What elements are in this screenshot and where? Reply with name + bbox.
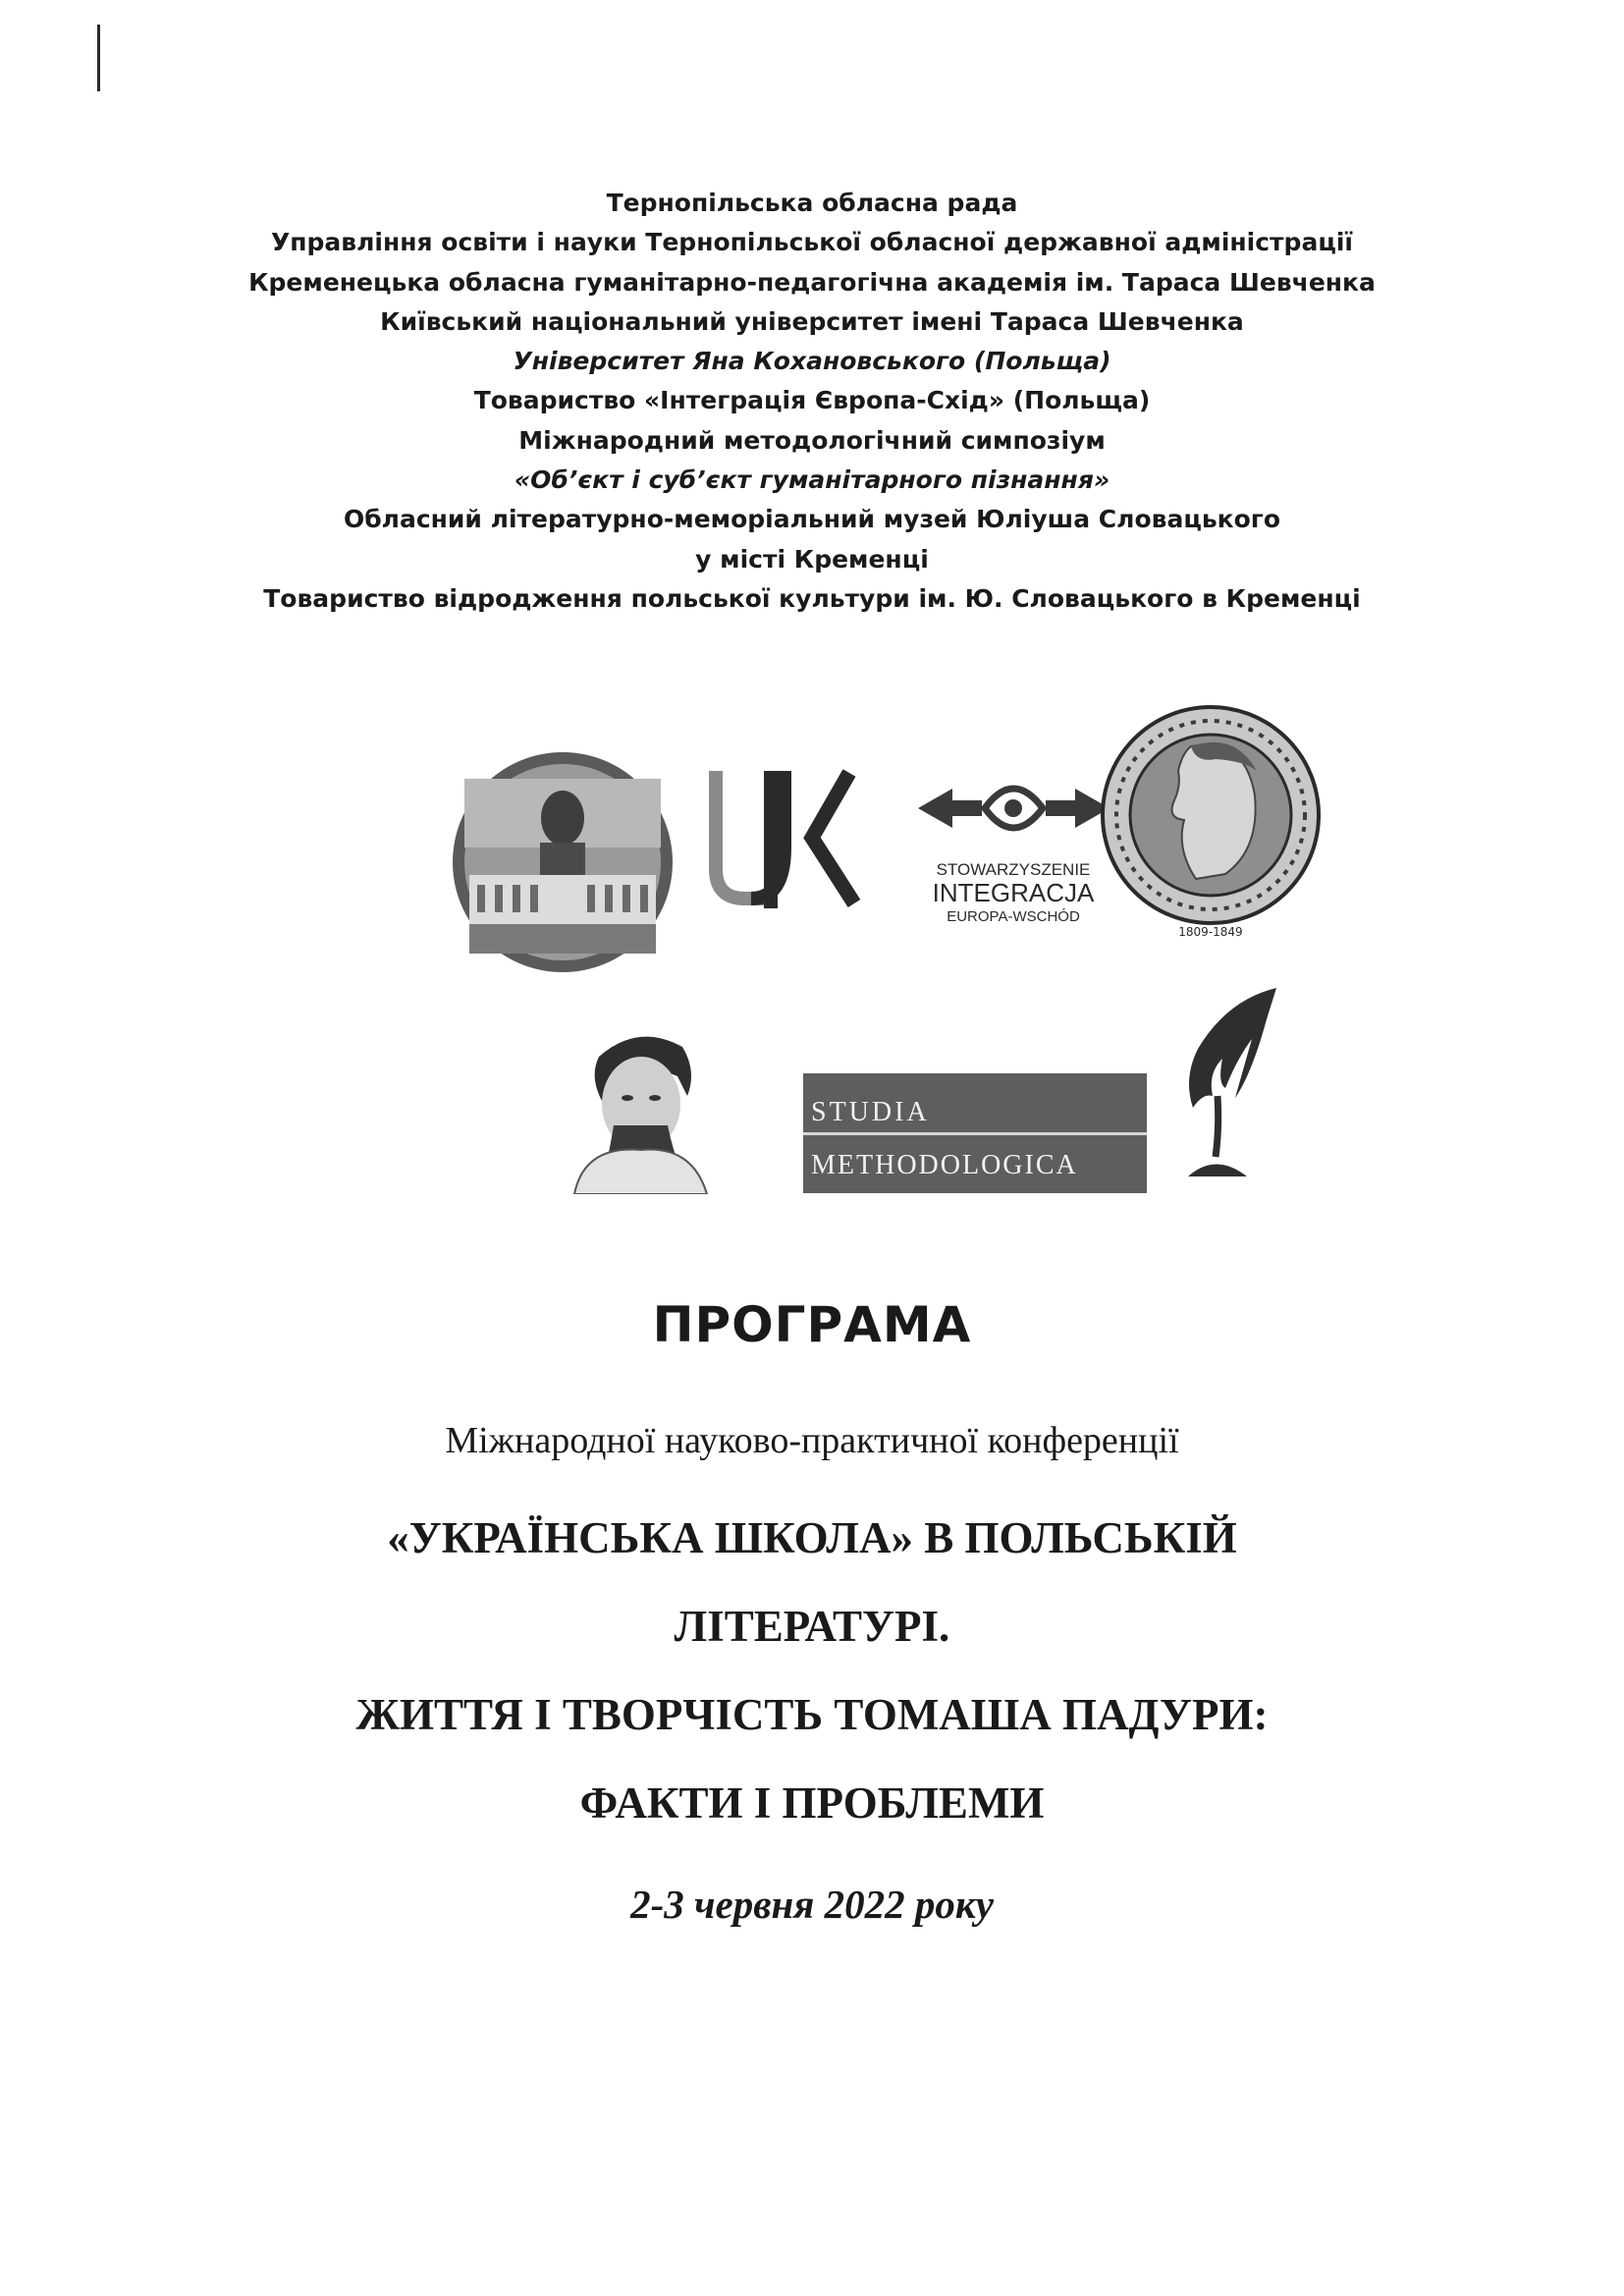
- ujk-logo-text: UJK: [792, 769, 794, 770]
- medallion-years: 1809-1849: [1178, 925, 1243, 939]
- organizer-line: Товариство відродження польської культури ім. Ю. Словацького в Кременці: [263, 583, 1361, 613]
- symposium-name: «Об’єкт і суб’єкт гуманітарного пізнання»: [514, 465, 1110, 495]
- studia-line2: METHODOLOGICA: [811, 1150, 1078, 1180]
- organizer-line: Київський національний університет імені Тараса Шевченка: [380, 306, 1244, 336]
- conference-date: 2-3 червня 2022 року: [630, 1882, 994, 1927]
- organizer-line: у місті Кременці: [695, 544, 929, 574]
- conference-title-line: «УКРАЇНСЬКА ШКОЛА» В ПОЛЬСЬКІЙ: [387, 1513, 1237, 1562]
- quill-tree-logo: [1159, 980, 1286, 1181]
- organizers-list: [0, 184, 1624, 619]
- organizer-line: Університет Яна Кохановського (Польща): [513, 347, 1111, 376]
- organizer-line: Міжнародний методологічний симпозіум: [518, 425, 1106, 455]
- studia-line1: STUDIA: [811, 1097, 930, 1127]
- integracja-line3: EUROPA-WSCHÓD: [947, 908, 1080, 925]
- organizer-line: Кременецька обласна гуманітарно-педагогічна академія ім. Тараса Шевченка: [248, 267, 1376, 297]
- integracja-line1: STOWARZYSZENIE: [936, 860, 1091, 879]
- conference-title-line: ЛІТЕРАТУРІ.: [674, 1602, 950, 1651]
- studia-methodologica-logo: [803, 1073, 1147, 1193]
- integracja-line2: INTEGRACJA: [932, 878, 1095, 907]
- padura-portrait: [545, 1017, 727, 1194]
- ujk-logo: [702, 761, 884, 913]
- slowacki-museum-medallion: [1098, 702, 1324, 948]
- conference-title-line: ФАКТИ І ПРОБЛЕМИ: [579, 1778, 1045, 1828]
- integracja-logo: [908, 761, 1119, 928]
- organizer-line: Тернопільська обласна рада: [606, 189, 1018, 217]
- organizer-line: Управління освіти і науки Тернопільської обласної державної адміністрації: [270, 228, 1353, 257]
- conference-title-line: ЖИТТЯ І ТВОРЧІСТЬ ТОМАША ПАДУРИ:: [355, 1690, 1269, 1739]
- academy-logo: [450, 749, 676, 975]
- margin-mark: [97, 25, 100, 91]
- organizer-line: Товариство «Інтеграція Європа-Схід» (Польща): [473, 386, 1151, 415]
- program-title: ПРОГРАМА: [652, 1296, 972, 1353]
- organizer-line: Обласний літературно-меморіальний музей Юліуша Словацького: [343, 505, 1281, 534]
- conference-type: Міжнародної науково-практичної конференції: [445, 1420, 1179, 1461]
